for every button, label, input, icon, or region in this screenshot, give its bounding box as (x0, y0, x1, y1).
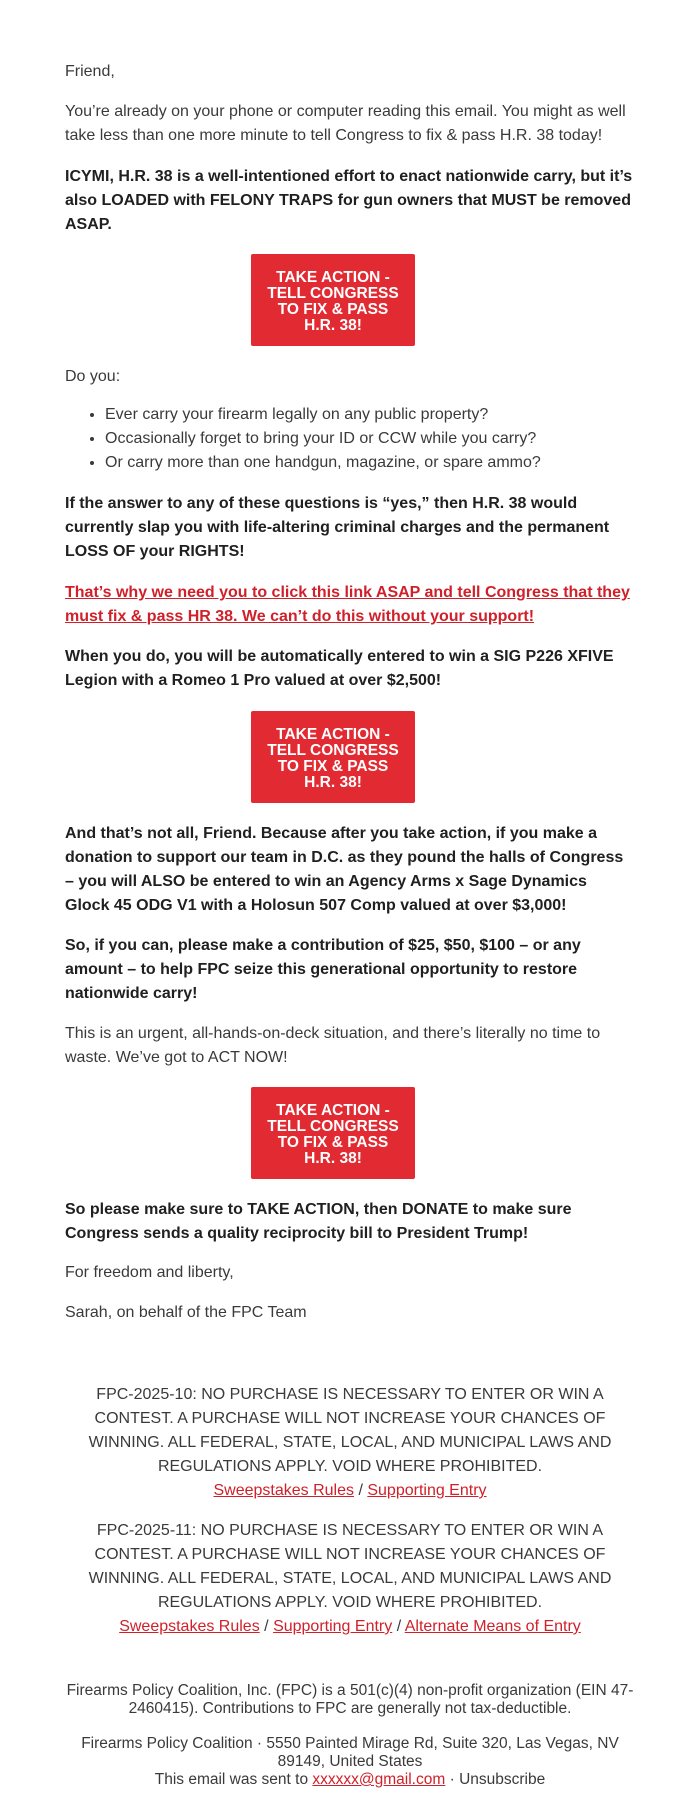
answer-yes-paragraph: If the answer to any of these questions is “yes,” then H.R. 38 would currently slap you with life-altering criminal charges and the permanent LOSS OF your RIGHTS! (65, 495, 610, 560)
alternate-entry-link[interactable]: Alternate Means of Entry (404, 1618, 581, 1635)
take-action-button-1[interactable]: TAKE ACTION - TELL CONGRESS TO FIX & PASS H.R. 38! (251, 254, 415, 346)
signature: Sarah, on behalf of the FPC Team (65, 1304, 307, 1321)
sent-to-prefix: This email was sent to (154, 1771, 309, 1788)
disclaimer-2 (70, 1519, 630, 1639)
icymi-paragraph: ICYMI, H.R. 38 is a well-intentioned effort to enact nationwide carry, but it’s also LOADED with FELONY TRAPS for gun owners that MUST be removed ASAP. (65, 168, 633, 233)
click-link-paragraph (65, 581, 635, 629)
sent-to-line (62, 1771, 638, 1789)
take-action-button-3[interactable]: TAKE ACTION - TELL CONGRESS TO FIX & PASS H.R. 38! (251, 1087, 415, 1179)
take-action-donate-paragraph: So please make sure to TAKE ACTION, then DONATE to make sure Congress sends a quality reciprocity bill to President Trump! (65, 1201, 572, 1242)
take-action-button-2[interactable]: TAKE ACTION - TELL CONGRESS TO FIX & PASS H.R. 38! (251, 711, 415, 803)
sweepstakes-rules-link[interactable]: Sweepstakes Rules (213, 1482, 354, 1499)
sig-entry-paragraph: When you do, you will be automatically entered to win a SIG P226 XFIVE Legion with a Romeo 1 Pro valued at over $2,500! (65, 648, 614, 689)
urgent-paragraph: This is an urgent, all-hands-on-deck situation, and there’s literally no time to waste. We’ve got to ACT NOW! (65, 1025, 601, 1066)
mailing-address: Firearms Policy Coalition · 5550 Painted Mirage Rd, Suite 320, Las Vegas, NV 89149, United States (81, 1735, 619, 1770)
supporting-entry-link[interactable]: Supporting Entry (367, 1482, 487, 1499)
signoff: For freedom and liberty, (65, 1264, 234, 1281)
sweepstakes-rules-link[interactable]: Sweepstakes Rules (119, 1618, 260, 1635)
list-item: • Ever carry your firearm legally on any public property? (105, 403, 635, 427)
list-item: • Occasionally forget to bring your ID or CCW while you carry? (105, 427, 635, 451)
do-you-label: Do you: (65, 368, 121, 385)
disclaimer-2-text: FPC-2025-11: NO PURCHASE IS NECESSARY TO ENTER OR WIN A CONTEST. A PURCHASE WILL NOT INCREASE YOUR CHANCES OF WINNING. ALL FEDERAL, STATE, LOCAL, AND MUNICIPAL LAWS AND REGULATIONS APPLY. VOID WHERE PROHIBITED. (88, 1522, 612, 1611)
questions-list (65, 403, 635, 475)
link-separator: / (396, 1618, 402, 1635)
intro-paragraph: You’re already on your phone or computer reading this email. You might as well take less than one more minute to tell Congress to fix & pass H.R. 38 today! (65, 103, 626, 144)
take-action-link[interactable]: That’s why we need you to click this link ASAP and tell Congress that they must fix & pass HR 38. We can’t do this without your support! (65, 584, 630, 625)
unsubscribe-link[interactable]: Unsubscribe (459, 1771, 546, 1788)
dot-separator: · (449, 1771, 455, 1788)
greeting: Friend, (65, 63, 115, 80)
disclaimer-1-links (70, 1479, 630, 1503)
contribution-paragraph: So, if you can, please make a contribution of $25, $50, $100 – or any amount – to help FPC seize this generational opportunity to restore nationwide carry! (65, 937, 581, 1002)
supporting-entry-link[interactable]: Supporting Entry (273, 1618, 393, 1635)
disclaimer-1-text: FPC-2025-10: NO PURCHASE IS NECESSARY TO ENTER OR WIN A CONTEST. A PURCHASE WILL NOT INCREASE YOUR CHANCES OF WINNING. ALL FEDERAL, STATE, LOCAL, AND MUNICIPAL LAWS AND REGULATIONS APPLY. VOID WHERE PROHIBITED. (88, 1386, 612, 1475)
link-separator: / (358, 1482, 363, 1499)
disclaimer-2-links (70, 1615, 630, 1639)
not-all-paragraph: And that’s not all, Friend. Because after you take action, if you make a donation to support our team in D.C. as they pound the halls of Congress – you will ALSO be entered to win an Agency Arms x Sage Dynamics Glock 45 ODG V1 with a Holosun 507 Comp valued at over $3,000! (65, 825, 624, 914)
recipient-email-link[interactable]: xxxxxx@gmail.com (312, 1771, 446, 1788)
disclaimer-1 (70, 1383, 630, 1503)
list-item: • Or carry more than one handgun, magazine, or spare ammo? (105, 451, 635, 475)
org-statement: Firearms Policy Coalition, Inc. (FPC) is a 501(c)(4) non-profit organization (EIN 47-2460415). Contributions to FPC are generally not tax-deductible. (66, 1682, 634, 1717)
link-separator: / (264, 1618, 269, 1635)
